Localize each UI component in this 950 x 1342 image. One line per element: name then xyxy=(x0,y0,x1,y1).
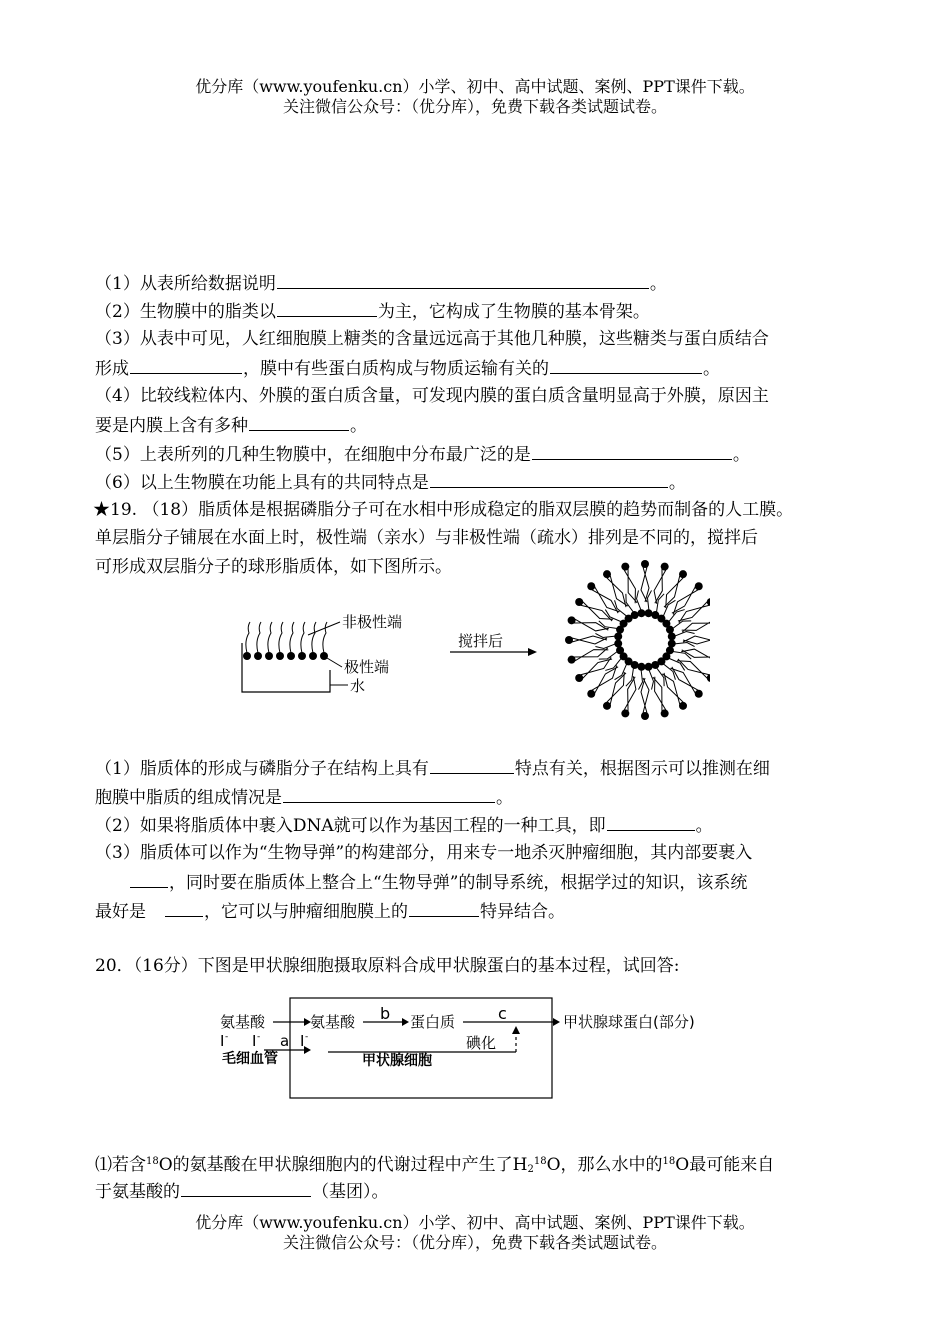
q19-item-3-line-2: ，同时要在脂质体上整合上“生物导弹”的制导系统，根据学过的知识，该系统 xyxy=(95,869,747,895)
thyroglobulin-label: 甲状腺球蛋白(部分) xyxy=(563,1013,695,1031)
answer-blank[interactable] xyxy=(130,355,242,374)
arrow-head-icon xyxy=(512,1026,520,1034)
lipid-head xyxy=(661,709,669,717)
lipid-head xyxy=(587,582,595,590)
label-polar-end: 极性端 xyxy=(344,658,390,676)
lipid-tail xyxy=(599,621,617,629)
lipid-head xyxy=(637,663,645,671)
lipid-tail xyxy=(638,670,642,690)
lipid-head xyxy=(603,570,611,578)
lipid-tail xyxy=(595,633,615,637)
lipid-tail xyxy=(595,644,615,649)
answer-blank[interactable] xyxy=(550,355,702,374)
answer-blank[interactable] xyxy=(181,1178,311,1197)
lipid-head xyxy=(621,563,629,571)
answer-blank[interactable] xyxy=(283,784,495,803)
q18-item-4-line-1: （4）比较线粒体内、外膜的蛋白质含量，可发现内膜的蛋白质含量明显高于外膜，原因主 xyxy=(95,386,769,406)
lipid-tail xyxy=(675,632,695,637)
lipid-head xyxy=(645,663,653,671)
lipid-head xyxy=(641,560,649,568)
answer-blank[interactable] xyxy=(277,270,649,289)
lipid-head xyxy=(616,646,624,654)
lipid-tail xyxy=(681,649,710,661)
iodination-label: 碘化 xyxy=(466,1034,497,1052)
lipid-head xyxy=(661,563,669,571)
footer-line-2: 关注微信公众号：（优分库），免费下载各类试题试卷。 xyxy=(282,1233,667,1252)
lipid-head xyxy=(707,598,710,606)
answer-blank[interactable] xyxy=(430,469,668,488)
answer-blank[interactable] xyxy=(249,412,349,431)
lipid-tail xyxy=(607,672,626,704)
monolayer-lipids xyxy=(243,622,328,660)
lipid-head xyxy=(637,609,645,617)
ion-charge: - xyxy=(305,1032,309,1042)
header-line-2: 关注微信公众号：（优分库），免费下载各类试题试卷。 xyxy=(282,97,667,116)
q19-item-1-line-2: 胞膜中脂质的组成情况是 。 xyxy=(95,784,513,810)
lipid-head xyxy=(575,598,583,606)
q18-item-6: （6）以上生物膜在功能上具有的共同特点是 。 xyxy=(95,469,686,495)
lipid-head xyxy=(695,690,703,698)
q18-item-5: （5）上表所列的几种生物膜中，在细胞中分布最广泛的是 。 xyxy=(95,441,750,467)
lipid-tail xyxy=(677,659,709,678)
lipid-head xyxy=(568,656,576,664)
lipid-tail xyxy=(581,602,613,621)
lipid-head xyxy=(651,661,659,669)
lipid-tail xyxy=(637,590,642,610)
answer-blank[interactable] xyxy=(409,898,479,917)
lipid-head xyxy=(614,640,622,648)
thyroid-process-diagram xyxy=(210,990,750,1105)
lipid-head xyxy=(565,636,573,644)
lipid-head xyxy=(668,632,676,640)
label-water: 水 xyxy=(350,677,366,695)
lipid-head xyxy=(668,640,676,648)
capillary-label: 毛细血管 xyxy=(222,1051,278,1067)
lipid-head xyxy=(603,702,611,710)
ion-charge: - xyxy=(225,1032,229,1042)
label-after-stirring: 搅拌后 xyxy=(458,632,504,650)
lipid-tail xyxy=(607,576,628,607)
lipid-tail xyxy=(664,576,683,608)
amino-acid-outside: 氨基酸 xyxy=(220,1013,266,1031)
q18-item-3-line-2: 形成 ，膜中有些蛋白质构成与物质运输有关的 。 xyxy=(95,355,720,381)
label-a: a xyxy=(280,1032,290,1050)
q18-item-4-line-2: 要是内膜上含有多种 。 xyxy=(95,412,367,438)
lipid-head xyxy=(568,616,576,624)
label-b: b xyxy=(380,1004,391,1023)
lipid-head xyxy=(631,611,639,619)
lipid-head xyxy=(614,632,622,640)
q19-item-3-line-1: （3）脂质体可以作为“生物导弹”的构建部分，用来专一地杀灭肿瘤细胞，其内部要裹入 xyxy=(95,843,753,863)
lipid-tail xyxy=(656,594,664,612)
lipid-tail xyxy=(675,643,695,647)
lipid-tail xyxy=(649,670,654,690)
lipid-head xyxy=(679,702,687,710)
lipid-head xyxy=(641,712,649,720)
answer-blank[interactable] xyxy=(430,755,514,774)
q19-intro-line-2: 单层脂分子铺展在水面上时，极性端（亲水）与非极性端（疏水）排列是不同的，搅拌后 xyxy=(95,528,758,548)
lipid-head xyxy=(679,570,687,578)
answer-blank[interactable] xyxy=(532,441,732,460)
liposome-diagram xyxy=(230,545,710,730)
lipid-tail xyxy=(648,590,652,610)
iodide-outside-2: I xyxy=(252,1032,257,1050)
arrow-head-icon xyxy=(553,1018,560,1026)
lipid-head xyxy=(575,674,583,682)
lipid-tail xyxy=(673,651,691,659)
q19-item-3-line-3: 最好是 ，它可以与肿瘤细胞膜上的 特异结合。 xyxy=(95,898,565,924)
arrow-head-icon xyxy=(304,1046,311,1054)
q19-item-1-line-1: （1）脂质体的形成与磷脂分子在结构上具有 特点有关，根据图示可以推测在细 xyxy=(95,755,770,781)
lipid-head xyxy=(587,690,595,698)
lipid-tail xyxy=(662,673,683,704)
lipid-head xyxy=(645,609,653,617)
q18-item-2: （2）生物膜中的脂类以 为主，它构成了生物膜的基本骨架。 xyxy=(95,298,650,324)
q20-item-1-line-2: 于氨基酸的 （基团）。 xyxy=(95,1178,389,1204)
lipid-tail xyxy=(581,657,612,678)
answer-blank[interactable] xyxy=(130,869,168,888)
q18-item-3-line-1: （3）从表中可见，人红细胞膜上糖类的含量远远高于其他几种膜，这些糖类与蛋白质结合 xyxy=(95,329,769,349)
lipid-head xyxy=(621,709,629,717)
lipid-head xyxy=(695,582,703,590)
lipid-tail xyxy=(673,621,691,629)
label-c: c xyxy=(498,1004,507,1023)
arrow-head-icon xyxy=(528,648,537,656)
label-nonpolar-end: 非极性端 xyxy=(342,613,403,631)
liposome-sphere xyxy=(565,560,710,720)
q19-intro-line-1: ★19. （18）脂质体是根据磷脂分子可在水相中形成稳定的脂双层膜的趋势而制备的人工膜。 xyxy=(93,500,794,520)
q20-item-1-line-1: ⑴若含$^{18}$O的氨基酸在甲状腺细胞内的代谢过程中产生了$H_2^{18}O$，那么水中的$^{18}$O最可能来自 xyxy=(95,1155,775,1175)
lipid-tail xyxy=(599,651,617,659)
protein-label: 蛋白质 xyxy=(410,1013,456,1031)
arrow-head-icon xyxy=(402,1018,409,1026)
lipid-head xyxy=(666,626,674,634)
iodide-outside-1: I xyxy=(220,1032,225,1050)
answer-blank[interactable] xyxy=(607,812,695,831)
lipid-tail xyxy=(678,602,709,623)
lipid-tail xyxy=(626,668,634,686)
lipid-tail xyxy=(656,668,664,686)
lipid-head xyxy=(707,674,710,682)
ion-charge: - xyxy=(257,1032,261,1042)
lipid-tail xyxy=(626,594,634,612)
iodide-inside: I xyxy=(300,1032,305,1050)
header-line-1: 优分库（www.youfenku.cn）小学、初中、高中试题、案例、PPT课件下载。 xyxy=(195,77,755,96)
answer-blank[interactable] xyxy=(277,298,377,317)
water-container xyxy=(242,643,330,692)
footer-line-1: 优分库（www.youfenku.cn）小学、初中、高中试题、案例、PPT课件下载。 xyxy=(195,1213,755,1232)
thyroid-cell-label: 甲状腺细胞 xyxy=(362,1053,432,1069)
q19-item-2: （2）如果将脂质体中裹入DNA就可以作为基因工程的一种工具，即 。 xyxy=(95,812,713,838)
q18-item-1: （1）从表所给数据说明 。 xyxy=(95,270,667,296)
q20-intro: 20．（16分）下图是甲状腺细胞摄取原料合成甲状腺蛋白的基本过程，试回答: xyxy=(95,956,680,976)
amino-acid-inside: 氨基酸 xyxy=(310,1013,356,1031)
answer-blank[interactable] xyxy=(165,898,203,917)
q19-intro-line-3: 可形成双层脂分子的球形脂质体，如下图所示。 xyxy=(95,557,452,577)
